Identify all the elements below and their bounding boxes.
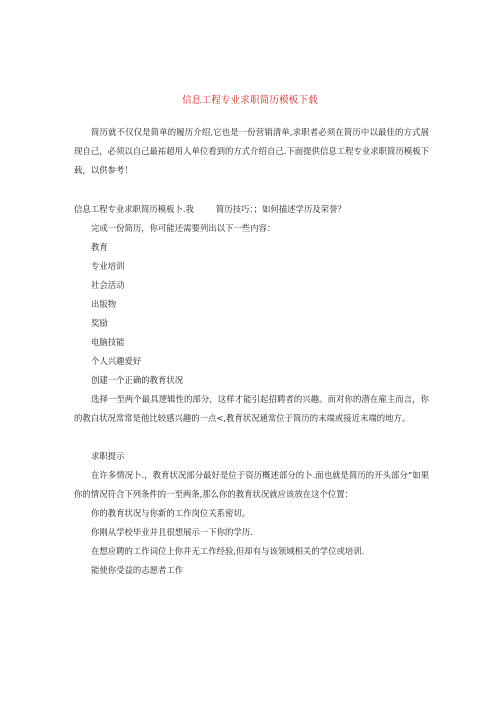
document-title: 信息工程专业求职简历模板下载 [182, 95, 318, 106]
condition-item: 你刚从学校毕业并且很想展示一下你的学历. [91, 527, 253, 537]
paragraph: 选择一至两个最具逻辑性的部分，这样才能引起招聘者的兴趣。而对你的潜在雇主而言，你的教白状况常常是他比较感兴趣的一点<,教育状况通常位于简历的末端或接近末端的地方。 [74, 394, 429, 423]
paragraph: 在许多情况卜.，教育状况部分最好是位于资历概述部分的卜.面也就是简历的开头部分”如果你的情况符合下列条件的一至两条,那么你的教育状况就应该放在这个位置： [74, 470, 429, 499]
tip-label: 求职提示 [91, 451, 125, 461]
list-item: 社会活动 [91, 280, 125, 290]
condition-item: 你的教育状况与你新的工作岗位关系密切。 [91, 508, 251, 518]
list-item: 电脑技能 [91, 337, 125, 347]
lead-text: 完成一份简历，你可能还需要列出以下一些内容： [91, 223, 276, 233]
heading-right: 简历技巧：；如何描述学历及荣誉？ [215, 204, 346, 214]
subheading: 创建一个正确的教育状况 [91, 375, 184, 385]
intro-paragraph: 简历就不仅仅是简单的履历介绍,它也是一份营销清单,求职者必须在简历中以最佳的方式展现自己，必须以自己最祐超用人单位看到的方式介绍自己.下面提供信息工程专业求职简历模板下载，以供参考！ [74, 127, 429, 175]
list-item: 个人兴趣爱好 [91, 356, 142, 366]
list-item: 专业培训 [91, 261, 125, 271]
list-item: 教育 [91, 242, 108, 252]
section-heading [74, 200, 434, 219]
heading-left: 信息工程专业求职简历模板卜.我 [74, 204, 194, 214]
condition-item: 能使你受益的志愿者工作 [91, 565, 184, 575]
list-item: 出版物 [91, 299, 117, 309]
list-item: 奖励 [91, 318, 108, 328]
condition-item: 在想应聘的工作词位上你并无工作经验,但却有与该领域相关的学位或培训. [91, 546, 365, 556]
